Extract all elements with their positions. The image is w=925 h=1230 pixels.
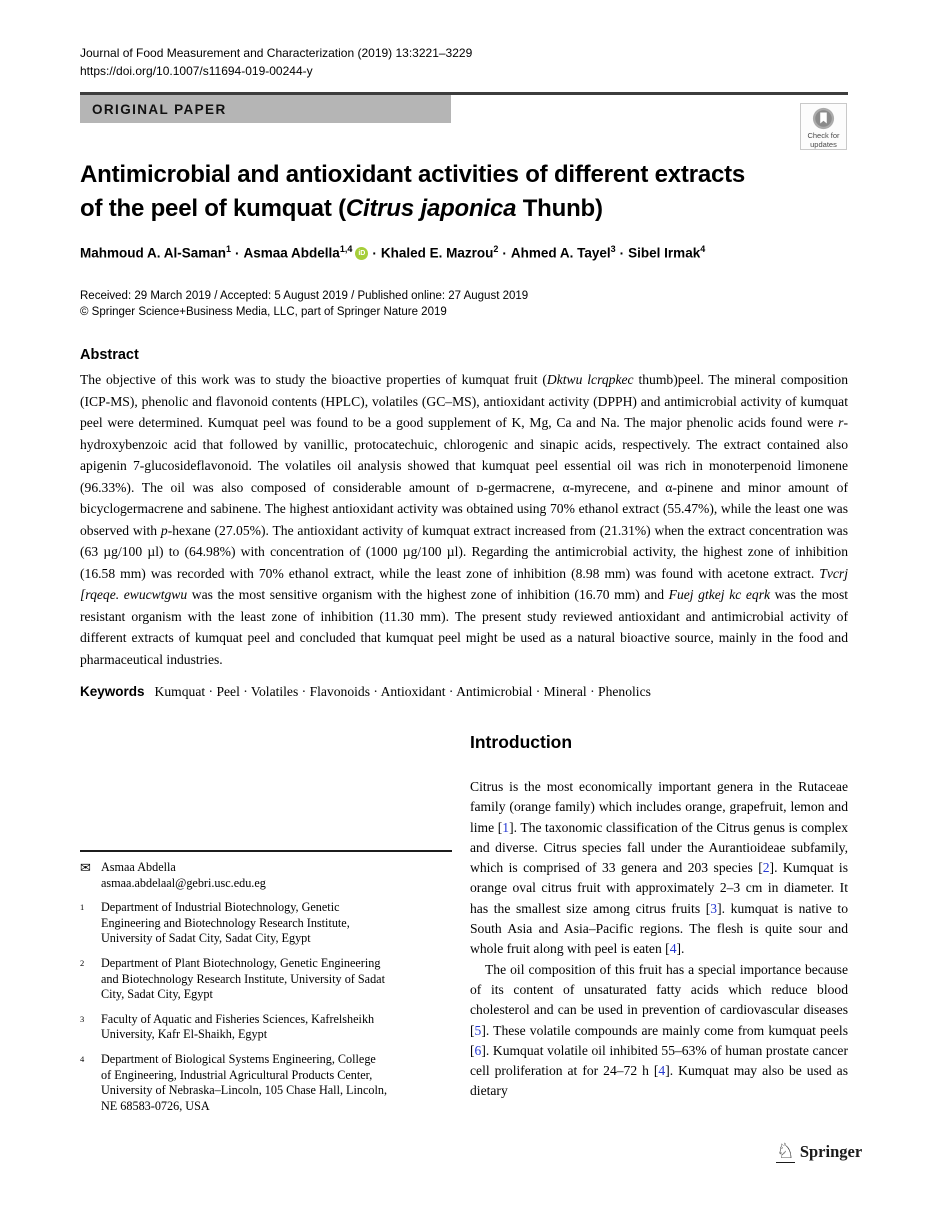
abstract-heading: Abstract	[80, 347, 139, 363]
abstract-italic-organism: Tvcrj [rqeqe. ewucwtgwu	[80, 565, 848, 602]
title-line-1: Antimicrobial and antioxidant activities of different extracts	[80, 161, 746, 188]
affiliation-line: and Biotechnology Research Institute, University of Sadat	[101, 971, 385, 986]
body-text: ].	[676, 941, 685, 957]
abstract-italic: p	[160, 522, 168, 538]
citation-link[interactable]: 2	[762, 860, 770, 876]
affiliation-line: University, Kafr El-Shaikh, Egypt	[101, 1027, 268, 1042]
introduction-section	[470, 732, 848, 1102]
publisher-wordmark: Springer	[799, 1141, 863, 1161]
footnotes-block	[80, 850, 454, 1114]
author-name: Asmaa Abdella	[243, 245, 340, 261]
affiliation-line: University of Nebraska–Lincoln, 105 Chase Hall, Lincoln,	[101, 1083, 388, 1098]
author-name: Mahmoud A. Al-Saman	[80, 245, 227, 261]
check-for-updates-badge[interactable]	[800, 103, 847, 150]
springer-knight-icon: ♘	[776, 1139, 795, 1163]
author-separator: ·	[235, 245, 240, 261]
abstract-segment: thumb)peel. The mineral composition (ICP-MS), phenolic and flavonoid contents (HPLC), volatiles (GC–MS), antioxidant activity (DPPH) and antimicrobial activity of kumquat peel were determined. Kumquat peel was found to be a good supplement of K, Mg, Ca and Na. The major phenolic acids found were	[80, 372, 849, 430]
author-affiliation-sup: 1,4	[339, 244, 353, 254]
affiliation-number: 1	[80, 902, 85, 913]
abstract-italic-species: Dktwu lcrqpkec	[546, 372, 634, 387]
author-name: Khaled E. Mazrou	[380, 245, 494, 261]
citation-link[interactable]: 5	[474, 1022, 482, 1038]
copyright-line: © Springer Science+Business Media, LLC, part of Springer Nature 2019	[80, 306, 447, 318]
corresponding-author-name: Asmaa Abdella	[101, 860, 176, 874]
affiliation-item	[80, 1012, 454, 1043]
affiliation-line: Department of Industrial Biotechnology, Genetic	[101, 900, 340, 915]
body-text: ]. Kumquat may also be used as dietary	[470, 1063, 848, 1099]
author-separator: ·	[502, 245, 507, 261]
received-accepted-line: Received: 29 March 2019 / Accepted: 5 August 2019 / Published online: 27 August 2019	[80, 290, 529, 302]
author-separator: ·	[372, 245, 377, 261]
keywords-line	[80, 684, 848, 700]
abstract-text	[80, 369, 848, 670]
journal-title: Journal of Food Measurement and Characterization (2019) 13:3221–3229	[80, 46, 473, 60]
body-text: ]. These volatile compounds are mainly come from kumquat peels [	[470, 1022, 848, 1058]
citation-link[interactable]: 1	[502, 819, 510, 835]
intro-paragraph-2	[470, 960, 848, 1102]
abstract-segment: was the most resistant organism with the least zone of inhibition (11.30 mm). The present study reviewed antioxidant and antimicrobial activity of different extracts of kumquat peel and concluded that kumquat peel might be used as a natural bioactive source, mainly in the food and pharmaceutical industries.	[80, 587, 849, 667]
title-line-2-pre: of the peel of kumquat (	[80, 195, 346, 222]
abstract-italic: r	[838, 415, 844, 430]
orcid-icon[interactable]: iD	[355, 247, 368, 260]
author-name: Sibel Irmak	[628, 245, 701, 261]
article-type-banner: ORIGINAL PAPER	[80, 95, 451, 123]
abstract-italic-organism: Fuej gtkej kc eqrk	[668, 587, 771, 602]
author-affiliation-sup: 4	[700, 244, 706, 254]
body-text: The oil composition of this fruit has a special importance because of its content of unsaturated fatty acids which reduce blood cholesterol and can be used in prevention of cardiovascular diseases [	[470, 961, 848, 1038]
affiliation-line: City, Sadat City, Egypt	[101, 987, 213, 1002]
springer-logo	[776, 1140, 862, 1163]
affiliation-number: 2	[80, 957, 85, 968]
affiliation-number: 3	[80, 1013, 85, 1024]
affiliation-line: of Engineering, Industrial Agricultural Products Center,	[101, 1067, 373, 1082]
affiliation-line: Faculty of Aquatic and Fisheries Sciences, Kafrelsheikh	[101, 1011, 375, 1026]
affiliation-line: University of Sadat City, Sadat City, Egypt	[101, 931, 311, 946]
abstract-segment: -hydroxybenzoic acid that followed by vanillic, protocatechuic, chlorogenic and sinapic acids, respectively. The extract contained also apigenin 7-glucosideflavonoid. The volatiles oil analysis showed that kumquat peel essential oil was rich in monoterpenoid limonene (96.33%). The oil was also composed of considerable amount of ᴅ-germacrene, α-myrecene, and α-pinene and minor amount of bicyclogermacrene and sabinene. The highest antioxidant activity was obtained using 70% ethanol extract (55.47%), while the least one was observed with	[80, 415, 848, 538]
keywords-label: Keywords	[80, 684, 145, 699]
correspondence-block	[80, 860, 454, 891]
author-separator: ·	[619, 245, 625, 261]
intro-paragraph-1	[470, 777, 848, 960]
affiliation-line: NE 68583-0726, USA	[101, 1098, 210, 1113]
author-affiliation-sup: 2	[493, 244, 499, 254]
affiliation-item	[80, 900, 454, 947]
doi-link[interactable]: https://doi.org/10.1007/s11694-019-00244-y	[80, 64, 313, 78]
citation-link[interactable]: 4	[658, 1063, 666, 1079]
body-text: ]. Kumquat volatile oil inhibited 55–63% of human prostate cancer cell proliferation at for 24–72 h [	[470, 1042, 848, 1079]
article-title	[80, 158, 820, 226]
affiliation-line: Engineering and Biotechnology Research Institute,	[101, 915, 350, 930]
title-species-italic: Citrus japonica	[345, 195, 517, 222]
affiliation-item	[80, 1052, 454, 1114]
check-badge-label-2: updates	[810, 140, 837, 149]
author-affiliation-sup: 1	[226, 244, 232, 254]
abstract-segment: The objective of this work was to study the bioactive properties of kumquat fruit (	[80, 372, 547, 387]
envelope-icon: ✉	[80, 860, 91, 875]
affiliation-number: 4	[80, 1053, 85, 1064]
check-badge-label-1: Check for	[807, 131, 840, 140]
corresponding-author-email[interactable]: asmaa.abdelaal@gebri.usc.edu.eg	[101, 875, 266, 890]
body-text: Citrus is the most economically important genera in the Rutaceae family (orange family) which includes orange, grapefruit, lemon and lime [	[470, 779, 848, 835]
abstract-segment: -hexane (27.05%). The antioxidant activity of kumquat extract increased from (21.31%) when the extract concentration was (63 µg/100 µl) to (64.98%) with concentration of (1000 µg/100 µl). Regarding the antimicrobial activity, the highest zone of inhibition (16.58 mm) was recorded with 70% ethanol extract, while the least zone of inhibition (8.98 mm) was found with acetone extract.	[80, 522, 848, 581]
footnote-rule	[80, 850, 452, 852]
body-text: ]. kumquat is native to South Asia and Asia–Pacific regions. The flesh is quite sour and whole fruit along with peel is eaten [	[470, 900, 848, 957]
abstract-segment: was the most sensitive organism with the highest zone of inhibition (16.70 mm) and	[187, 587, 669, 602]
author-name: Ahmed A. Tayel	[510, 245, 611, 261]
title-line-2-post: Thunb)	[516, 195, 603, 222]
keywords-items: Kumquat · Peel · Volatiles · Flavonoids · Antioxidant · Antimicrobial · Mineral · Phenolics	[154, 684, 651, 699]
introduction-heading: Introduction	[470, 732, 573, 752]
affiliation-line: Department of Biological Systems Engineering, College	[101, 1051, 376, 1066]
body-text: ]. Kumquat is orange oval citrus fruit with approximately 2–3 cm in diameter. It has the smallest size among citrus fruits [	[470, 860, 848, 916]
affiliation-line: Department of Plant Biotechnology, Genetic Engineering	[101, 955, 381, 970]
crossmark-icon	[811, 106, 836, 131]
author-list	[80, 244, 840, 261]
affiliation-item	[80, 956, 454, 1003]
author-affiliation-sup: 3	[610, 244, 616, 254]
citation-link[interactable]: 3	[710, 900, 718, 916]
body-text: ]. The taxonomic classification of the Citrus genus is complex and diverse. Citrus species fall under the Aurantioideae subfamily, which is comprised of 33 genera and 203 species [	[470, 819, 848, 876]
citation-link[interactable]: 4	[669, 941, 677, 957]
citation-link[interactable]: 6	[474, 1042, 482, 1058]
